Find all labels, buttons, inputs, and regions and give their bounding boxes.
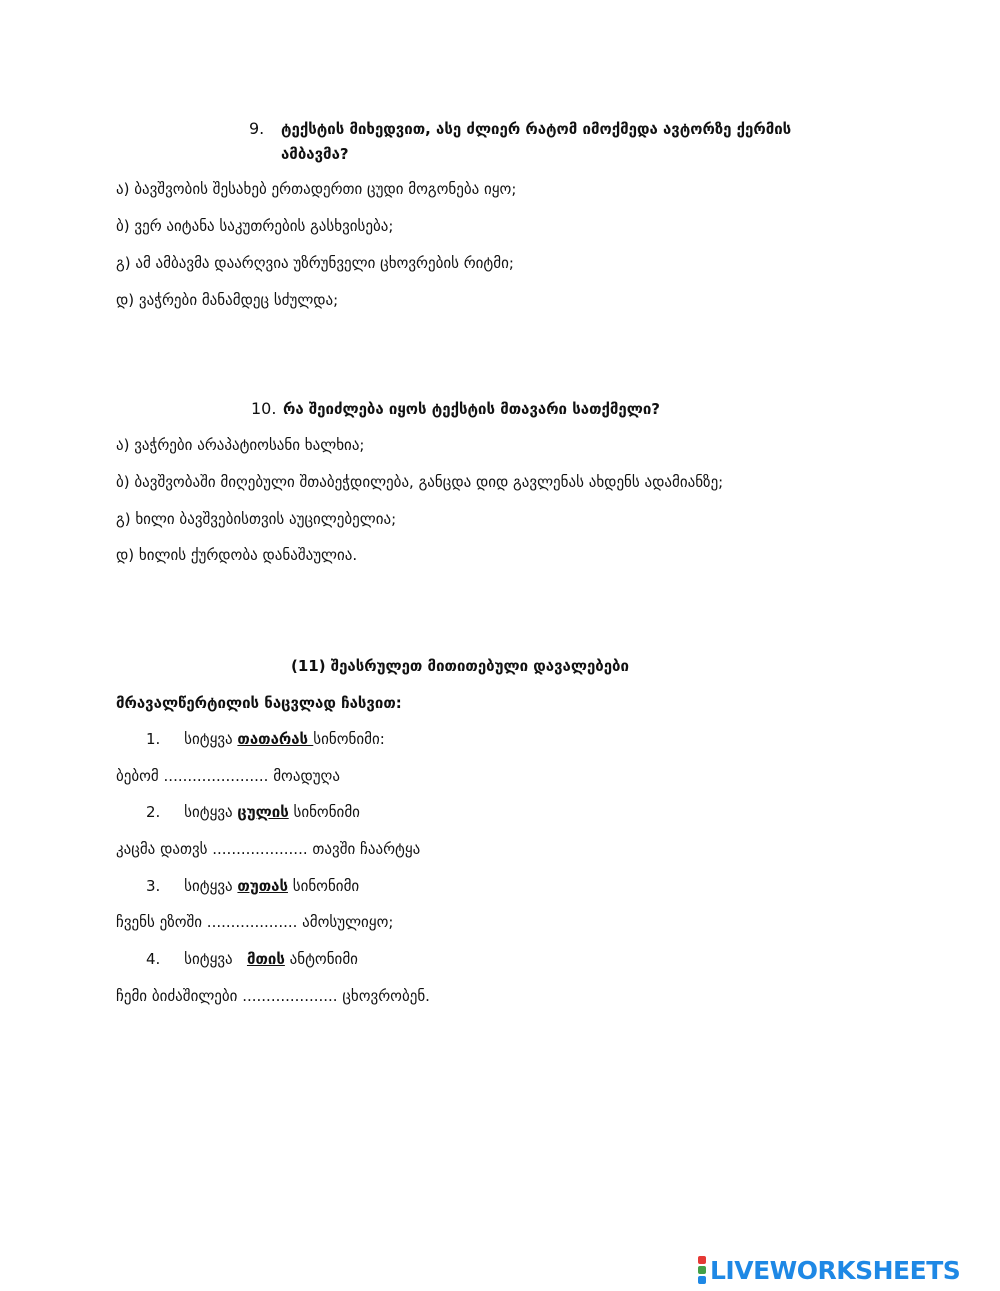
q11-task-4	[146, 950, 358, 968]
task-prefix: სიტყვა	[184, 730, 238, 748]
q10-option-a: ა) ვაჭრები არაპატიოსანი ხალხია;	[116, 436, 365, 454]
task-prefix: სიტყვა	[184, 803, 238, 821]
logo-blocks-icon	[698, 1256, 706, 1284]
task-keyword: მთის	[246, 950, 285, 968]
task-keyword: თუთას	[237, 877, 288, 895]
q10-option-g: გ) ხილი ბავშვებისთვის აუცილებელია;	[116, 510, 397, 528]
task-keyword: ცულის	[237, 803, 289, 821]
q9-question-line1: ტექსტის მიხედვით, ასე ძლიერ რატომ იმოქმედა ავტორზე ქერმის	[281, 120, 792, 138]
q10-number: 10.	[251, 399, 277, 418]
q9-option-d: დ) ვაჭრები მანამდეც სძულდა;	[116, 291, 339, 309]
task-number: 3.	[146, 877, 161, 895]
task-prefix: სიტყვა	[184, 950, 247, 968]
q11-sentence-4[interactable]: ჩემი ბიძაშილები .................... ცხოვრობენ.	[116, 987, 430, 1005]
q10-question: რა შეიძლება იყოს ტექსტის მთავარი სათქმელი?	[283, 400, 660, 418]
task-suffix: ანტონიმი	[284, 950, 358, 968]
logo-block-blue	[698, 1276, 706, 1284]
task-suffix: სინონიმი	[288, 803, 360, 821]
q11-sentence-2[interactable]: კაცმა დათვს .................... თავში ჩაარტყა	[116, 840, 421, 858]
logo-block-red	[698, 1256, 706, 1264]
q11-task-2	[146, 803, 360, 821]
task-number: 4.	[146, 950, 161, 968]
task-suffix: სინონიმი	[287, 877, 360, 895]
q11-task-3	[146, 877, 359, 895]
q11-instruction: მრავალწერტილის ნაცვლად ჩასვით:	[116, 694, 402, 712]
logo-text: LIVEWORKSHEETS	[710, 1255, 961, 1285]
q11-sentence-1[interactable]: ბებომ ...................... მოადუღა	[116, 767, 340, 785]
q9-option-g: გ) ამ ამბავმა დაარღვია უზრუნველი ცხოვრების რიტმი;	[116, 254, 514, 272]
q9-number: 9.	[249, 119, 265, 138]
liveworksheets-logo[interactable]	[698, 1253, 960, 1287]
q11-task-1	[146, 730, 385, 748]
task-keyword: თათარას	[237, 730, 314, 748]
task-suffix: სინონიმი:	[313, 730, 385, 748]
logo-block-green	[698, 1266, 706, 1274]
q11-sentence-3[interactable]: ჩვენს ეზოში ................... ამოსულიყო;	[116, 913, 394, 931]
task-number: 2.	[146, 803, 161, 821]
task-prefix: სიტყვა	[184, 877, 238, 895]
q10-option-b: ბ) ბავშვობაში მიღებული შთაბეჭდილება, განცდა დიდ გავლენას ახდენს ადამიანზე;	[116, 473, 724, 491]
task-number: 1.	[146, 730, 161, 748]
q11-title: (11) შეასრულეთ მითითებული დავალებები	[291, 657, 629, 675]
q9-option-a: ა) ბავშვობის შესახებ ერთადერთი ცუდი მოგონება იყო;	[116, 180, 517, 198]
q9-question-line2: ამბავმა?	[281, 145, 349, 163]
q10-option-d: დ) ხილის ქურდობა დანაშაულია.	[116, 546, 358, 564]
q9-option-b: ბ) ვერ აიტანა საკუთრების გასხვისება;	[116, 217, 394, 235]
